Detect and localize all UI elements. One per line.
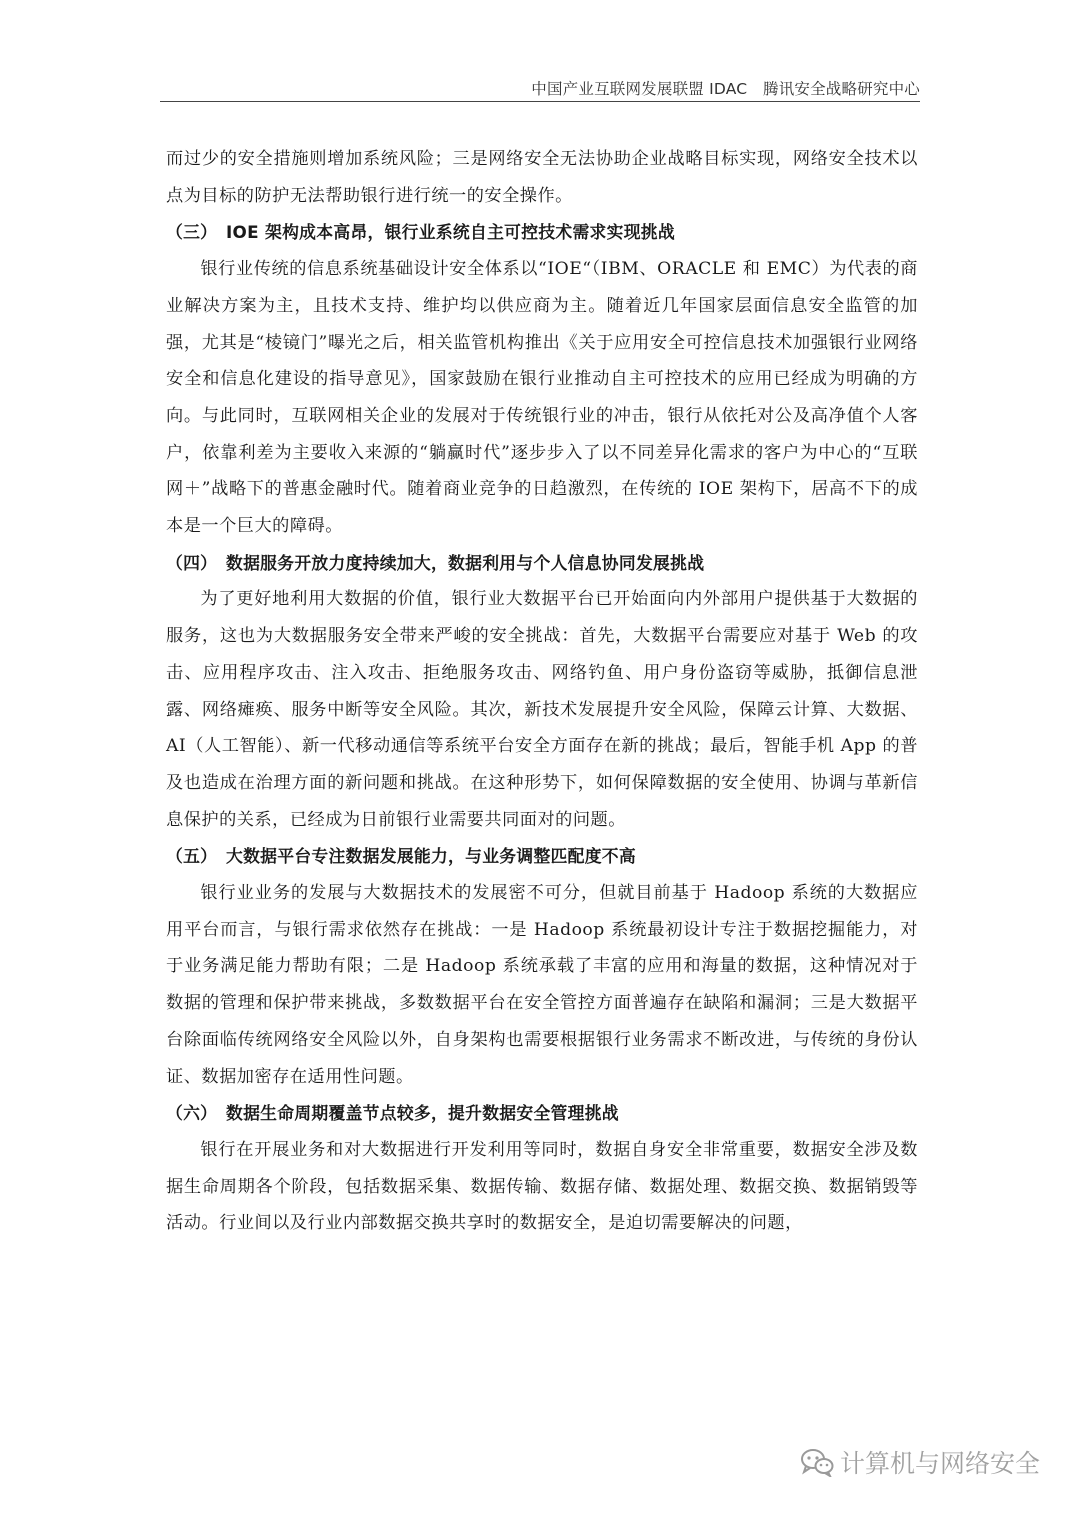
section-title: 数据服务开放力度持续加大，数据利用与个人信息协同发展挑战: [226, 552, 705, 573]
section-heading-6: [166, 1095, 918, 1132]
section-number: （三）: [166, 222, 218, 243]
header-divider: [160, 101, 920, 102]
watermark: [800, 1444, 1040, 1480]
section-body-6: 银行在开展业务和对大数据进行开发利用等同时，数据自身安全非常重要，数据安全涉及数据生命周期各个阶段，包括数据采集、数据传输、数据存储、数据处理、数据交换、数据销毁等活动。行业间以及行业内部数据交换共享时的数据安全，是迫切需要解决的问题，: [166, 1139, 918, 1234]
section-heading-5: [166, 838, 918, 875]
intro-paragraph: 而过少的安全措施则增加系统风险；三是网络安全无法协助企业战略目标实现，网络安全技术以点为目标的防护无法帮助银行进行统一的安全操作。: [166, 149, 918, 206]
section-title: IOE 架构成本高昂，银行业系统自主可控技术需求实现挑战: [226, 222, 675, 243]
section-number: （四）: [166, 552, 218, 573]
section-title: 大数据平台专注数据发展能力，与业务调整匹配度不高: [226, 846, 636, 867]
section-heading-3: [166, 214, 918, 251]
section-heading-4: [166, 545, 918, 582]
section-body-3: 银行业传统的信息系统基础设计安全体系以“IOE“（IBM、ORACLE 和 EMC）为代表的商业解决方案为主，且技术支持、维护均以供应商为主。随着近几年国家层面信息安全监管的加强，尤其是“棱镜门”曝光之后，相关监管机构推出《关于应用安全可控信息技术加强银行业网络安全和信息化建设的指导意见》，国家鼓励在银行业推动自主可控技术的应用已经成为明确的方向。与此同时，互联网相关企业的发展对于传统银行业的冲击，银行从依托对公及高净值个人客户，依靠利差为主要收入来源的“躺赢时代”逐步步入了以不同差异化需求的客户为中心的“互联网＋”战略下的普惠金融时代。随着商业竞争的日趋激烈，在传统的 IOE 架构下，居高不下的成本是一个巨大的障碍。: [166, 259, 918, 537]
section-number: （六）: [166, 1103, 218, 1124]
document-body: [166, 141, 918, 1242]
watermark-text: 计算机与网络安全: [840, 1449, 1041, 1478]
header-text: 中国产业互联网发展联盟 IDAC 腾讯安全战略研究中心: [531, 80, 920, 98]
section-number: （五）: [166, 846, 218, 867]
section-title: 数据生命周期覆盖节点较多，提升数据安全管理挑战: [226, 1103, 619, 1124]
section-body-4: 为了更好地利用大数据的价值，银行业大数据平台已开始面向内外部用户提供基于大数据的服务，这也为大数据服务安全带来严峻的安全挑战：首先，大数据平台需要应对基于 Web 的攻击、应用程序攻击、注入攻击、拒绝服务攻击、网络钓鱼、用户身份盗窃等威胁，抵御信息泄露、网络瘫痪、服务中断等安全风险。其次，新技术发展提升安全风险，保障云计算、大数据、AI（人工智能）、新一代移动通信等系统平台安全方面存在新的挑战；最后，智能手机 App 的普及也造成在治理方面的新问题和挑战。在这种形势下，如何保障数据的安全使用、协调与革新信息保护的关系，已经成为日前银行业需要共同面对的问题。: [166, 589, 918, 830]
section-body-5: 银行业业务的发展与大数据技术的发展密不可分，但就目前基于 Hadoop 系统的大数据应用平台而言，与银行需求依然存在挑战：一是 Hadoop 系统最初设计专注于数据挖掘能力，对于业务满足能力帮助有限；二是 Hadoop 系统承载了丰富的应用和海量的数据，这种情况对于数据的管理和保护带来挑战，多数数据平台在安全管控方面普遍存在缺陷和漏洞；三是大数据平台除面临传统网络安全风险以外，自身架构也需要根据银行业务需求不断改进，与传统的身份认证、数据加密存在适用性问题。: [166, 883, 918, 1087]
wechat-icon: [800, 1447, 834, 1477]
